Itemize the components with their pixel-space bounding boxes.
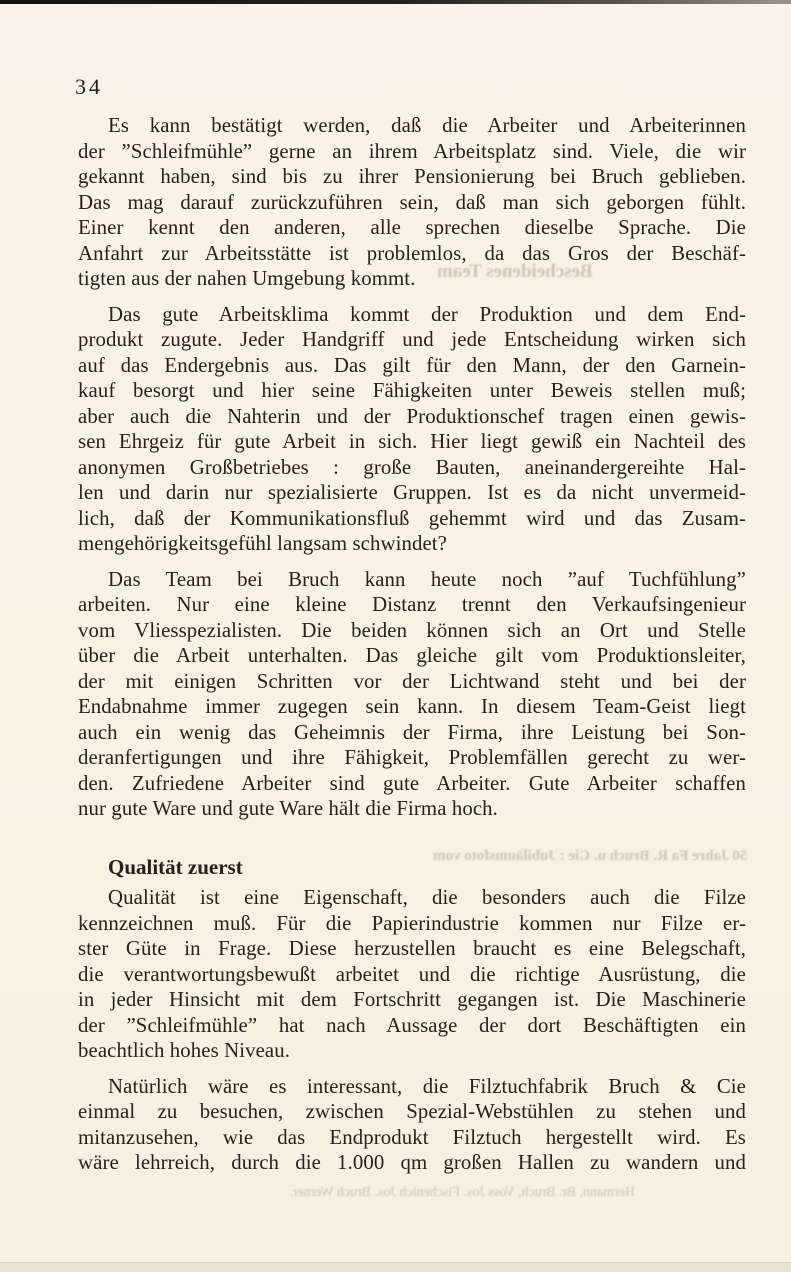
text-line: anonymen Großbetriebes : große Bauten, aneinandergereihte Hal-: [78, 455, 746, 479]
text-line: der ”Schleifmühle” hat nach Aussage der dort Beschäftigten ein: [78, 1013, 746, 1037]
text-line: produkt zugute. Jeder Handgriff und jede Entscheidung wirken sich: [78, 328, 746, 351]
text-line: arbeiten. Nur eine kleine Distanz trennt den Verkaufsingenieur: [78, 593, 746, 616]
text-line: die verantwortungsbewußt arbeitet und die richtige Ausrüstung, die: [78, 962, 746, 986]
text-line: Das mag darauf zurückzuführen sein, daß man sich geborgen fühlt.: [78, 190, 746, 214]
page-number: 34: [75, 74, 103, 99]
scan-bottom-edge: [0, 1262, 791, 1272]
section-heading: Qualität zuerst: [108, 854, 243, 879]
text-line: auf das Endergebnis aus. Das gilt für den Mann, der den Garnein-: [78, 353, 746, 377]
text-line: auch ein wenig das Geheimnis der Firma, ihre Leistung bei Son-: [78, 720, 746, 744]
bleedthrough-text: Bescheidenes Team: [437, 261, 593, 282]
text-column: [78, 113, 746, 1176]
text-line: kauf besorgt und hier seine Fähigkeiten unter Beweis stellen muß;: [78, 379, 746, 402]
text-line: wäre lehrreich, durch die 1.000 qm großen Hallen zu wandern und: [78, 1151, 746, 1174]
bleedthrough-text: Hermann, Br. Bruch, Voss Jos. Fischenich Jos. Bruch Werner.: [290, 1185, 635, 1200]
paragraph: [78, 885, 746, 1064]
text-line: tigten aus der nahen Umgebung kommt.: [78, 267, 416, 290]
text-line: der mit einigen Schritten vor der Lichtwand steht und bei der: [78, 669, 746, 693]
text-line: kennzeichnen muß. Für die Papierindustrie kommen nur Filze er-: [78, 911, 746, 935]
text-line: len und darin nur spezialisierte Gruppen. Ist es da nicht unvermeid-: [78, 481, 746, 504]
text-line: gekannt haben, sind bis zu ihrer Pensionierung bei Bruch geblieben.: [78, 165, 746, 188]
text-line: sen Ehrgeiz für gute Arbeit in sich. Hier liegt gewiß ein Nachteil des: [78, 430, 746, 453]
bleedthrough-text: 50 Jahre Fa R. Bruch u. Cie : Jubiläumsfoto vom: [433, 848, 748, 864]
text-line: Das Team bei Bruch kann heute noch ”auf Tuchfühlung”: [108, 567, 746, 591]
text-line: ster Güte in Frage. Diese herzustellen braucht es eine Belegschaft,: [78, 937, 746, 960]
text-line: aber auch die Nahterin und der Produktionschef tragen einen gewis-: [78, 404, 746, 428]
text-line: Es kann bestätigt werden, daß die Arbeiter und Arbeiterinnen: [108, 114, 746, 137]
text-line: Einer kennt den anderen, alle sprechen dieselbe Sprache. Die: [78, 216, 746, 239]
paragraph: [78, 567, 746, 822]
text-line: mitanzusehen, wie das Endprodukt Filztuch hergestellt wird. Es: [78, 1125, 746, 1149]
text-line: Das gute Arbeitsklima kommt der Produktion und dem End-: [108, 302, 746, 326]
paragraph: [78, 1074, 746, 1176]
text-line: in jeder Hinsicht mit dem Fortschritt gegangen ist. Die Maschinerie: [78, 988, 746, 1011]
paragraph: [78, 302, 746, 557]
text-line: Endabnahme immer zugegen sein kann. In diesem Team-Geist liegt: [78, 695, 746, 718]
text-line: Natürlich wäre es interessant, die Filztuchfabrik Bruch & Cie: [108, 1074, 746, 1098]
text-line: lich, daß der Kommunikationsfluß gehemmt wird und das Zusam-: [78, 506, 746, 530]
text-line: der ”Schleifmühle” gerne an ihrem Arbeitsplatz sind. Viele, die wir: [78, 139, 746, 163]
text-line: vom Vliesspezialisten. Die beiden können sich an Ort und Stelle: [78, 618, 746, 642]
text-line: Anfahrt zur Arbeitsstätte ist problemlos, da das Gros der Beschäf-: [78, 241, 746, 265]
scan-top-edge: [0, 0, 791, 4]
paragraph: [78, 113, 746, 292]
text-line: den. Zufriedene Arbeiter sind gute Arbeiter. Gute Arbeiter schaffen: [78, 771, 746, 795]
text-line: beachtlich hohes Niveau.: [78, 1039, 291, 1062]
text-line: deranfertigungen und ihre Fähigkeit, Problemfällen gerecht zu wer-: [78, 746, 746, 769]
text-line: mengehörigkeitsgefühl langsam schwindet?: [78, 532, 448, 555]
text-line: Qualität ist eine Eigenschaft, die besonders auch die Filze: [108, 886, 746, 909]
text-line: über die Arbeit unterhalten. Das gleiche gilt vom Produktionsleiter,: [78, 644, 746, 667]
text-line: nur gute Ware und gute Ware hält die Firma hoch.: [78, 797, 498, 820]
text-line: einmal zu besuchen, zwischen Spezial-Webstühlen zu stehen und: [78, 1100, 746, 1123]
